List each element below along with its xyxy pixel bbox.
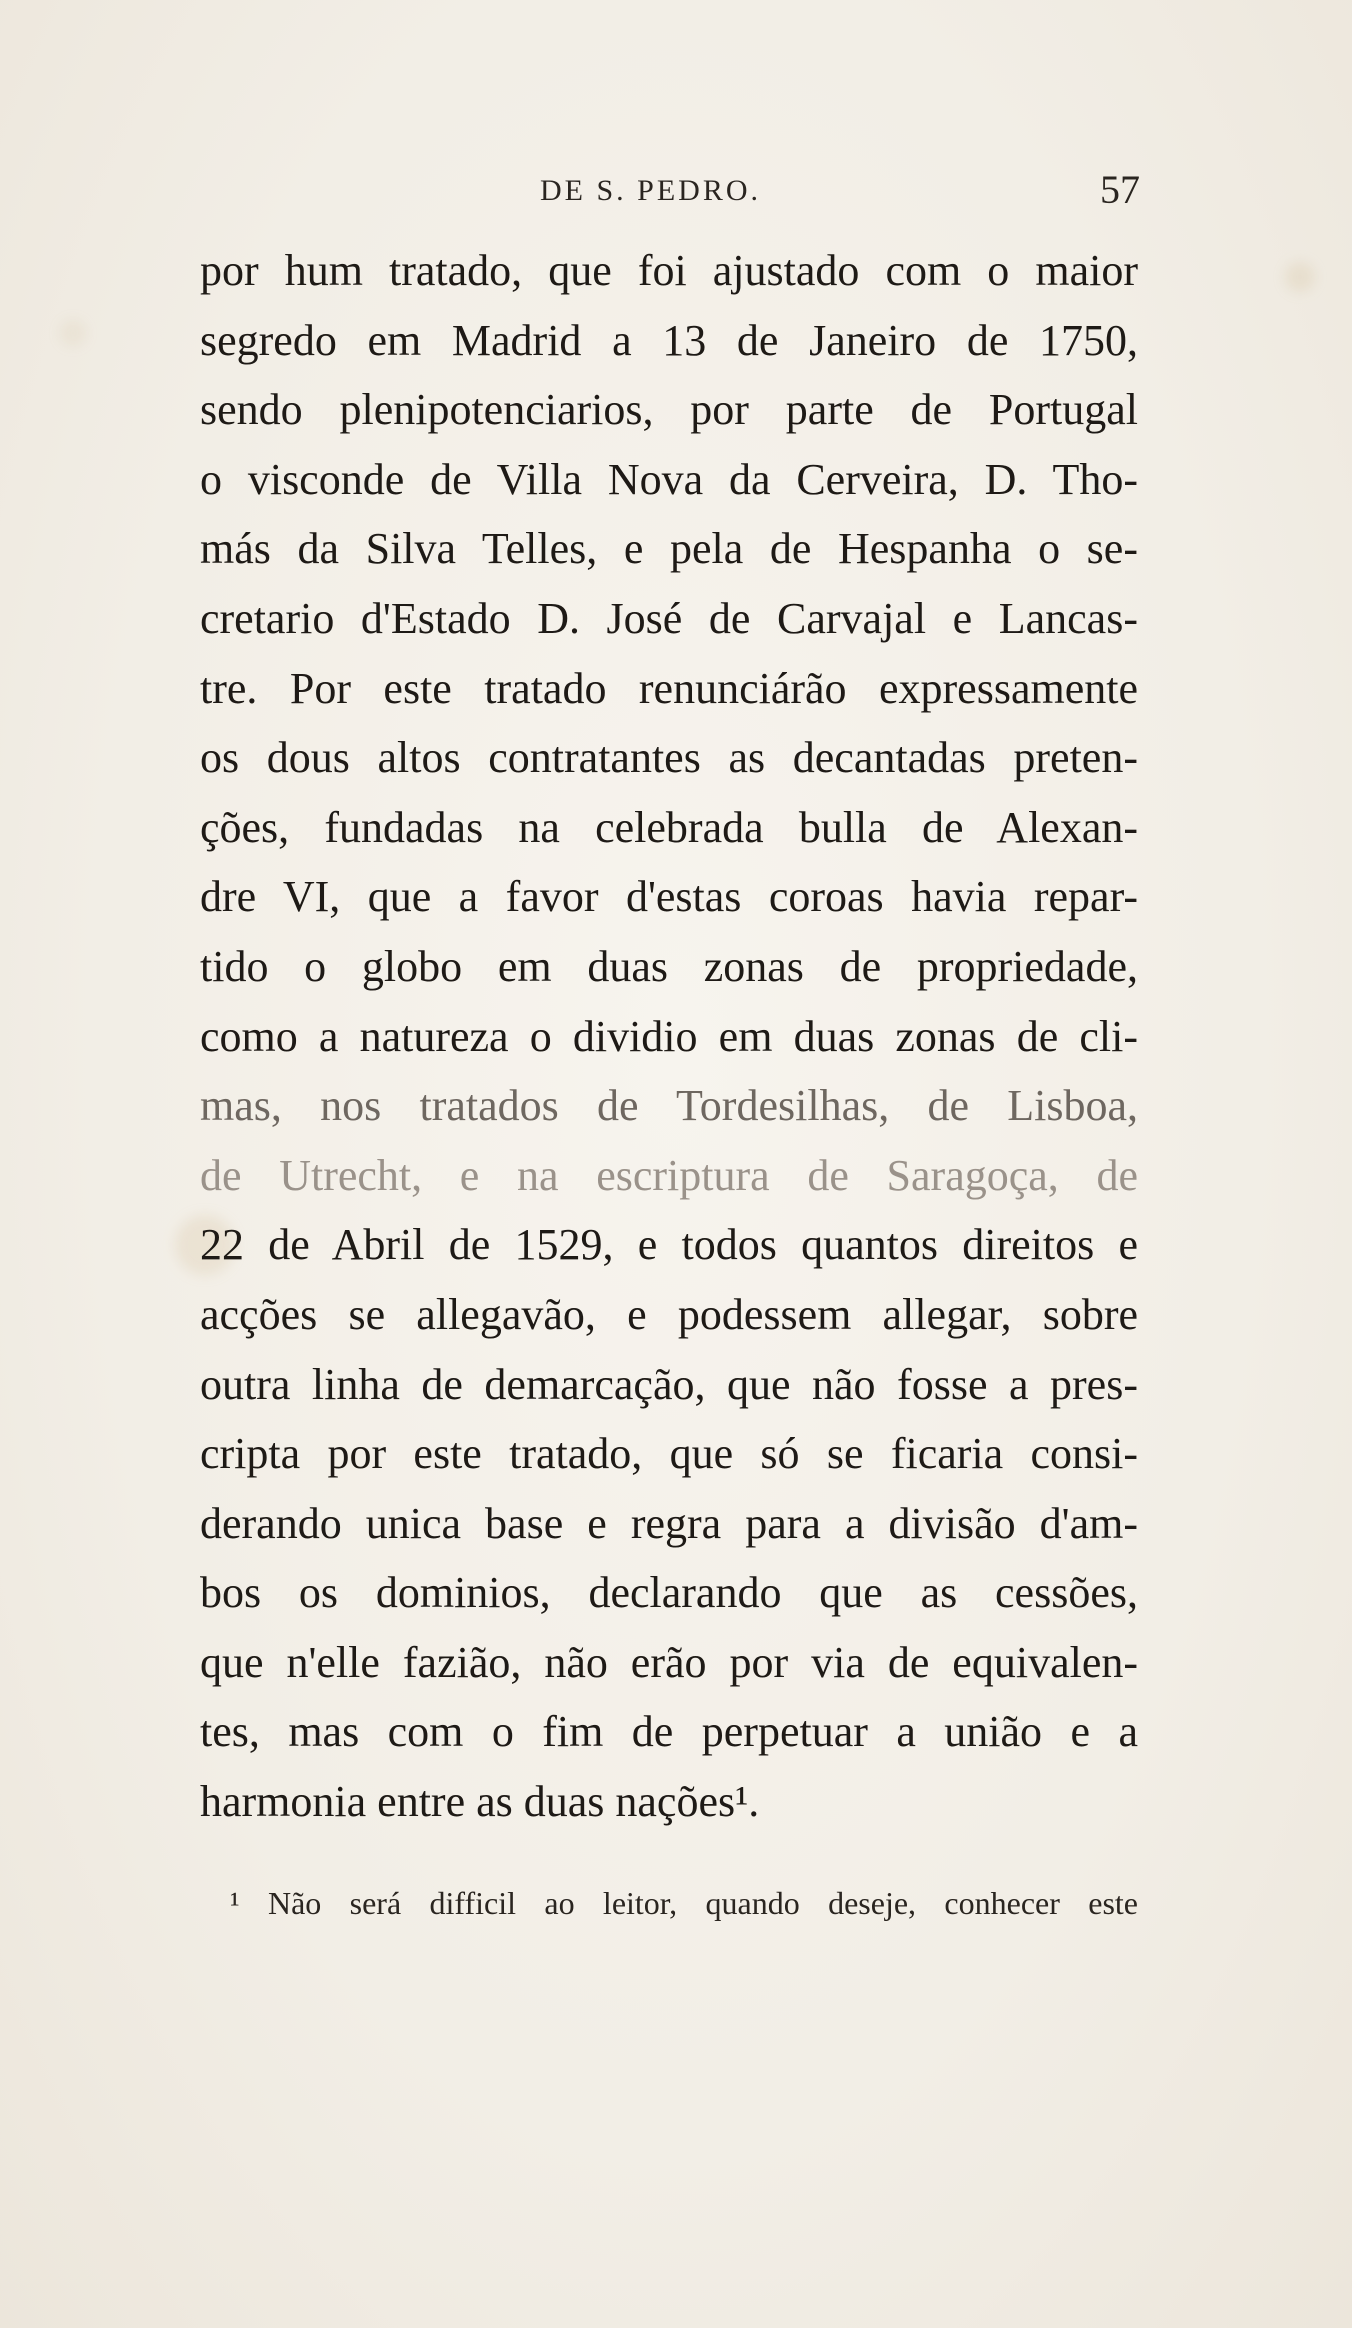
text-line: tido o globo em duas zonas de propriedade, [200,941,1138,991]
running-head [200,168,1140,218]
text-line: 22 de Abril de 1529, e todos quantos direitos e [200,1220,1138,1270]
text-line: outra linha de demarcação, que não fosse a pres- [200,1359,1138,1409]
text-line: de Utrecht, e na escriptura de Saragoça, de [200,1150,1138,1200]
body-text [200,236,1138,1837]
footnote: ¹ Não será difficil ao leitor, quando deseje, conhecer este [230,1885,1138,1921]
text-line: cretario d'Estado D. José de Carvajal e Lancas- [200,593,1138,643]
paper-stain [60,320,86,346]
page-number: 57 [1100,167,1140,212]
text-line: más da Silva Telles, e pela de Hespanha o se- [200,524,1138,574]
text-line: como a natureza o dividio em duas zonas de cli- [200,1011,1138,1061]
text-line: por hum tratado, que foi ajustado com o maior [200,246,1138,295]
text-line: ções, fundadas na celebrada bulla de Alexan- [200,802,1138,852]
paper-stain [1285,262,1315,292]
text-line: harmonia entre as duas nações¹. [200,1777,760,1827]
text-line: que n'elle fazião, não erão por via de equivalen- [200,1637,1138,1687]
text-line: cripta por este tratado, que só se ficaria consi- [200,1429,1138,1479]
text-line: segredo em Madrid a 13 de Janeiro de 1750, [200,315,1138,365]
text-line: derando unica base e regra para a divisão d'am- [200,1498,1138,1548]
text-line: acções se allegavão, e podessem allegar, sobre [200,1289,1138,1339]
running-head-title: DE S. PEDRO. [540,174,762,207]
text-line: mas, nos tratados de Tordesilhas, de Lisboa, [200,1081,1138,1131]
text-line: o visconde de Villa Nova da Cerveira, D. Tho- [200,454,1138,504]
text-line: tes, mas com o fim de perpetuar a união e a [200,1707,1138,1757]
text-line: os dous altos contratantes as decantadas preten- [200,733,1138,783]
text-line: tre. Por este tratado renunciárão expressamente [200,663,1138,713]
text-line: bos os dominios, declarando que as cessões, [200,1568,1138,1618]
text-line: sendo plenipotenciarios, por parte de Portugal [200,385,1138,435]
text-line: dre VI, que a favor d'estas coroas havia repar- [200,872,1138,922]
